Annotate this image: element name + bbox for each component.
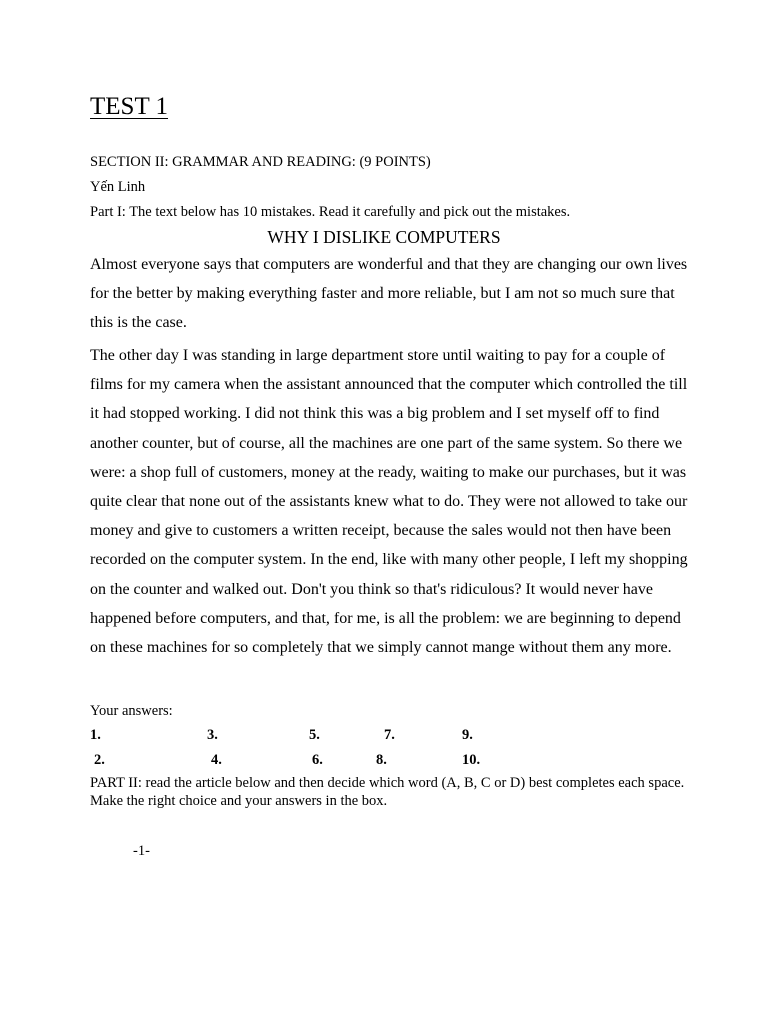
answer-number-2: 2. — [94, 752, 105, 768]
section-heading: SECTION II: GRAMMAR AND READING: (9 POINTS) — [90, 154, 431, 170]
author-name: Yến Linh — [90, 179, 146, 195]
answer-number-10: 10. — [462, 752, 481, 768]
answers-label: Your answers: — [90, 703, 173, 719]
answer-number-6: 6. — [312, 752, 323, 768]
answer-number-4: 4. — [211, 752, 222, 768]
answer-number-9: 9. — [462, 727, 473, 743]
answer-number-5: 5. — [309, 727, 320, 743]
essay-paragraph-1: Almost everyone says that computers are wonderful and that they are changing our own lives for the better by making everything faster and more reliable, but I am not so much sure that this is the case. — [90, 256, 688, 332]
part1-instruction: Part I: The text below has 10 mistakes. Read it carefully and pick out the mistakes. — [90, 204, 571, 220]
page-number: -1- — [133, 843, 150, 859]
essay-paragraph-2: The other day I was standing in large department store until waiting to pay for a couple of films for my camera when the assistant announced that the computer which controlled the till it had stopped working. I did not think this was a big problem and I set myself off to find another counter, but of course, all the machines are one part of the same system. So there we were: a shop full of customers, money at the ready, waiting to make our purchases, but it was quite clear that none out of the assistants knew what to do. They were not allowed to take our money and give to customers a written receipt, because the sales would not then have been recorded on the computer system. In the end, like with many other people, I left my shopping on the counter and walked out. Don't you think so that's ridiculous? It would never have happened before computers, and that, for me, is all the problem: we are beginning to depend on these machines for so completely that we simply cannot mange without them any more. — [90, 347, 688, 657]
test-title: TEST 1 — [90, 93, 169, 120]
essay-title: WHY I DISLIKE COMPUTERS — [267, 227, 501, 247]
answer-number-8: 8. — [376, 752, 387, 768]
answer-number-3: 3. — [207, 727, 218, 743]
part2-instruction: PART II: read the article below and then decide which word (A, B, C or D) best completes each space. Make the right choice and your answers in the box. — [90, 775, 685, 809]
answer-number-1: 1. — [90, 727, 101, 743]
answer-number-7: 7. — [384, 727, 395, 743]
